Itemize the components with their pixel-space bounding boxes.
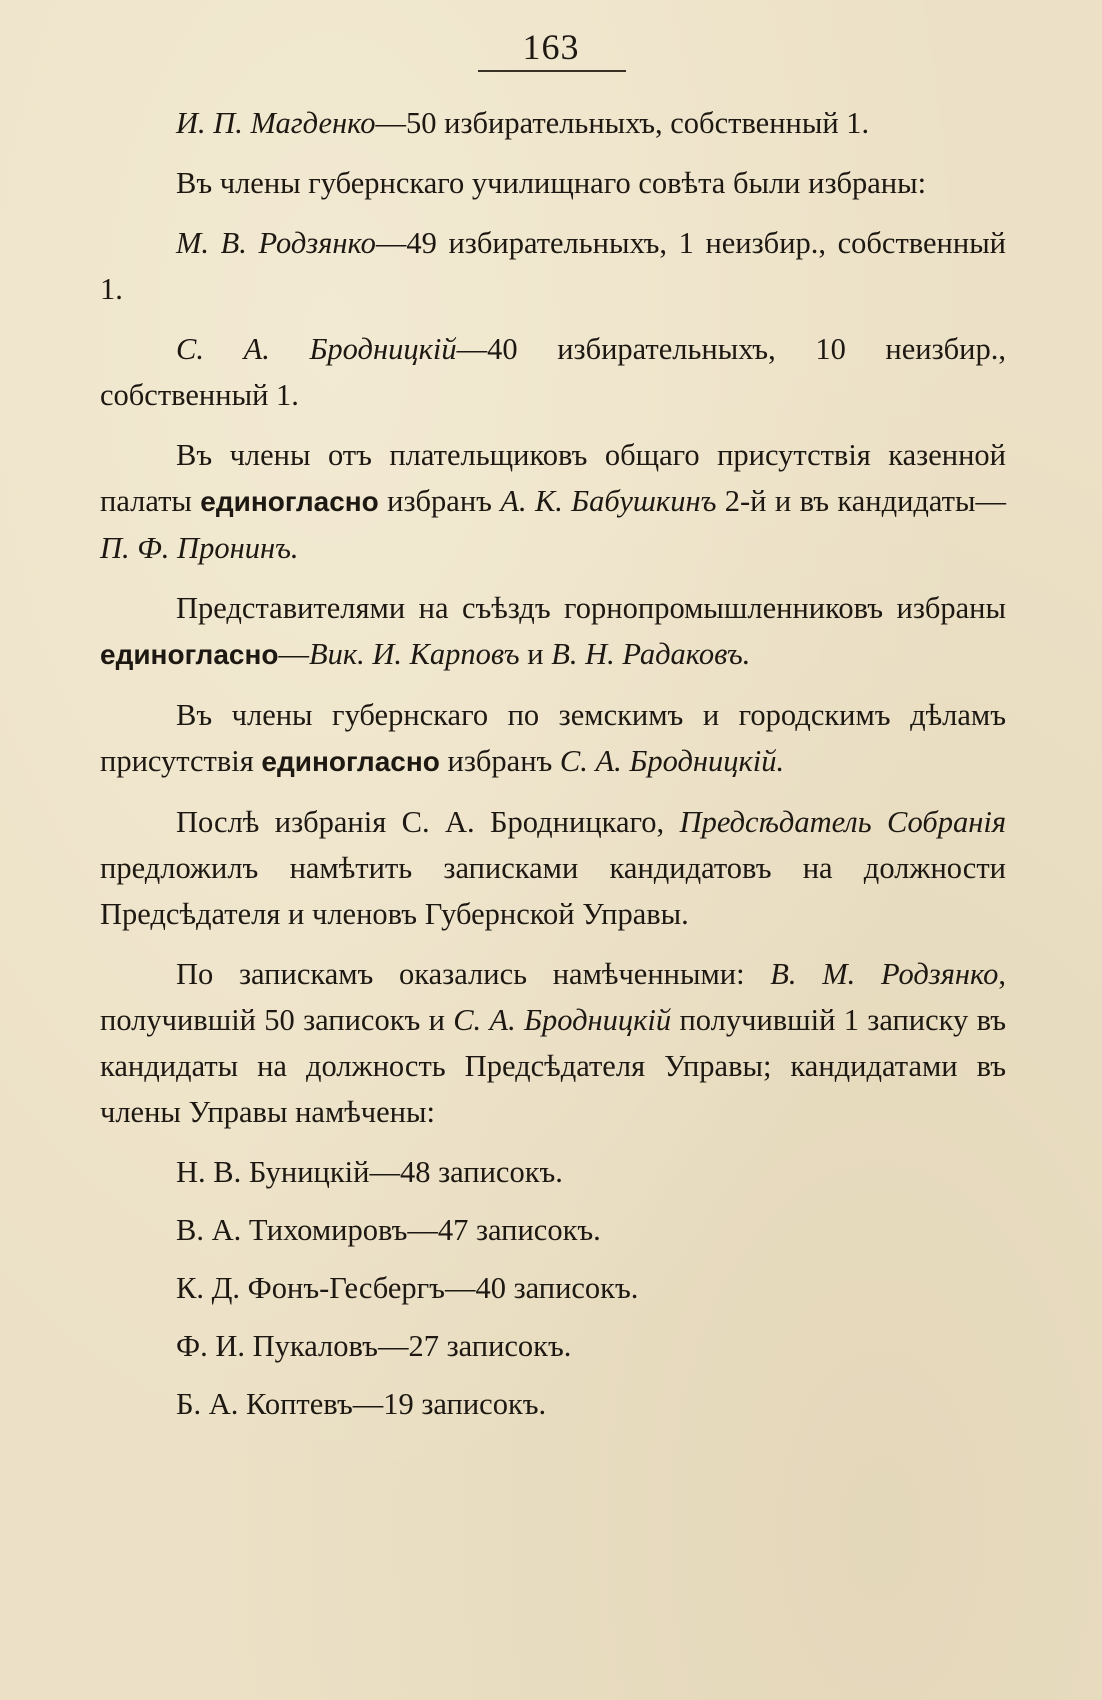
- paragraph-school-council: Въ члены губернскаго училищнаго совѣта были избраны:: [176, 166, 927, 200]
- person-name: В. Н. Радаковъ.: [551, 637, 751, 671]
- unanimous-label: единогласно: [261, 746, 440, 777]
- list-item: Н. В. Буницкій—48 записокъ.: [176, 1155, 563, 1189]
- list-item: К. Д. Фонъ-Гесбергъ—40 записокъ.: [176, 1271, 639, 1305]
- list-item: Ф. И. Пукаловъ—27 записокъ.: [176, 1329, 572, 1363]
- paragraph-after-election: Послѣ избранія С. А. Бродницкаго, Предсѣдатель Собранія предложилъ намѣтить записками кандидатовъ на должности Предсѣдателя и членовъ Губернской Управы.: [100, 805, 1006, 931]
- person-name: С. А. Бродницкій: [453, 1003, 672, 1037]
- person-name: М. В. Родзянко: [176, 226, 376, 260]
- paragraph-treasury: Въ члены отъ плательщиковъ общаго присутствія казенной палаты единогласно избранъ А. К. Бабушкинъ 2-й и въ кандидаты—П. Ф. Пронинъ.: [100, 438, 1006, 565]
- person-name: В. М. Родзянко: [770, 957, 999, 991]
- person-name: А. К. Бабушкинъ: [500, 484, 717, 518]
- paragraph-brodnitsky: С. А. Бродницкій—40 избирательныхъ, 10 неизбир., собственный 1.: [100, 332, 1006, 412]
- paragraph-mining-congress: Представителями на съѣздъ горнопромышленниковъ избраны единогласно—Вик. И. Карповъ и В. Н. Радаковъ.: [100, 591, 1006, 671]
- person-name: Вик. И. Карповъ: [309, 637, 520, 671]
- list-item: В. А. Тихомировъ—47 записокъ.: [176, 1213, 601, 1247]
- paragraph-notes-result: По запискамъ оказались намѣченными: В. М. Родзянко, получившій 50 записокъ и С. А. Бродницкій получившій 1 записку въ кандидаты на должность Предсѣдателя Управы; кандидатами въ члены Управы намѣчены:: [100, 957, 1007, 1129]
- person-name: П. Ф. Пронинъ.: [100, 531, 299, 565]
- unanimous-label: единогласно: [100, 639, 279, 670]
- person-name: И. П. Магденко: [176, 106, 376, 140]
- list-item: Б. А. Коптевъ—19 записокъ.: [176, 1387, 547, 1421]
- candidate-list: [100, 1149, 1006, 1427]
- page-number: 163: [522, 27, 580, 67]
- person-name: С. А. Бродницкій.: [559, 744, 785, 778]
- paragraph-rodzyanko: М. В. Родзянко—49 избирательныхъ, 1 неизбир., собственный 1.: [100, 226, 1007, 306]
- paragraph-magdenko: И. П. Магденко—50 избирательныхъ, собственный 1.: [176, 106, 870, 140]
- person-name: С. А. Бродницкій: [176, 332, 457, 366]
- unanimous-label: единогласно: [200, 486, 379, 517]
- paragraph-zemstvo-affairs: Въ члены губернскаго по земскимъ и городскимъ дѣламъ присутствія единогласно избранъ С. А. Бродницкій.: [100, 698, 1006, 778]
- header-rule: [478, 70, 626, 72]
- page-body: [100, 100, 1006, 1439]
- chairman-title: Предсѣдатель Собранія: [679, 805, 1006, 839]
